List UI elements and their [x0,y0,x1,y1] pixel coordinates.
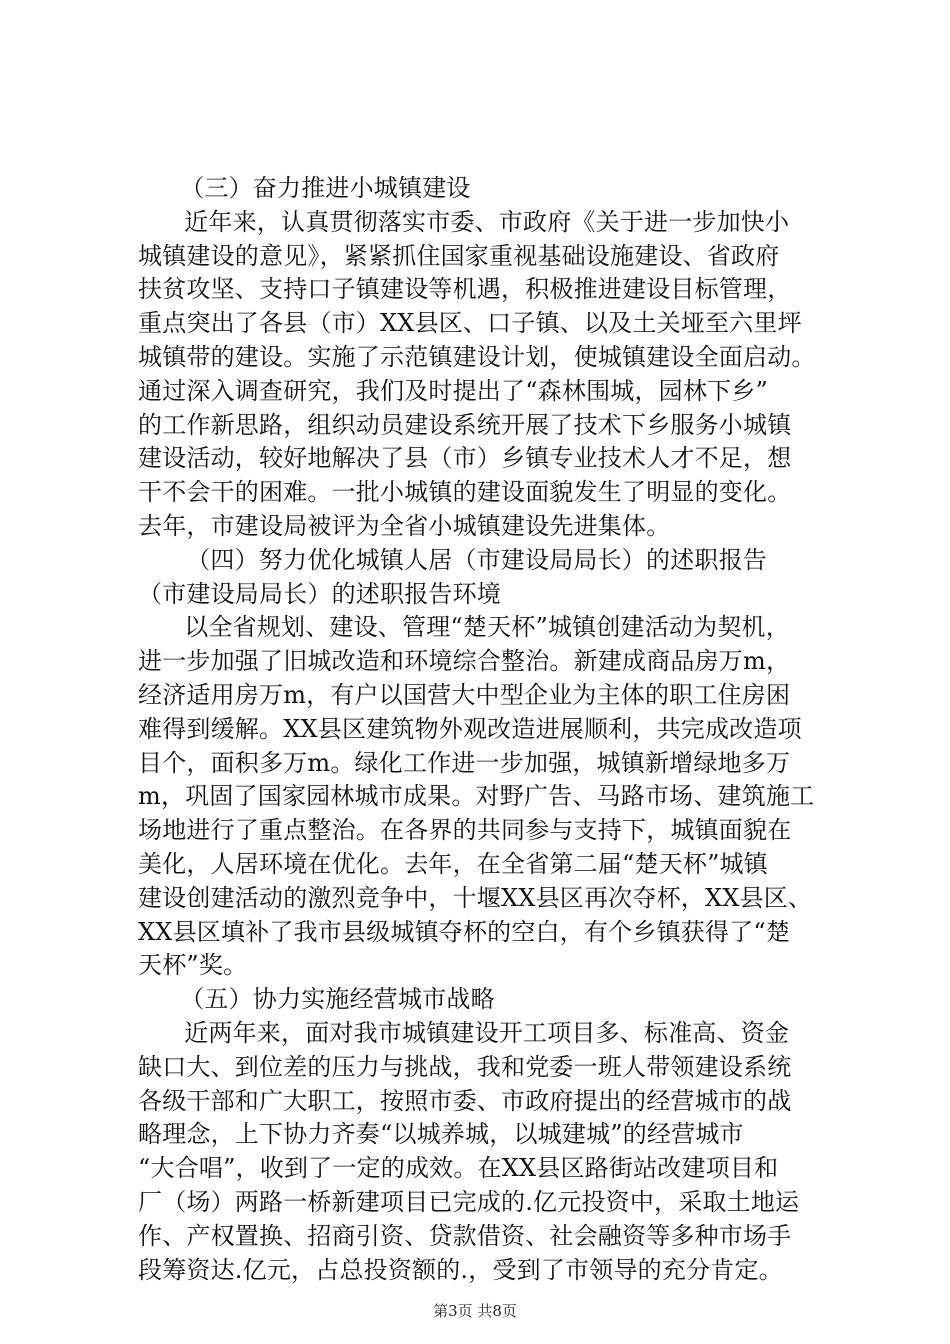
text-line: 近两年来，面对我市城镇建设开工项目多、标准高、资金 [160,1018,790,1047]
text-line: 以全省规划、建设、管理“楚天杯”城镇创建活动为契机， [160,613,790,642]
text-line: XX县区填补了我市县级城镇夺杯的空白，有个乡镇获得了“楚 [138,917,791,946]
text-line: 场地进行了重点整治。在各界的共同参与支持下，城镇面貌在 [138,816,792,845]
text-line: 城镇带的建设。实施了示范镇建设计划，使城镇建设全面启动。 [138,342,816,371]
text-line: “大合唱”，收到了一定的成效。在XX县区路街站改建项目和 [138,1154,779,1183]
text-line: （三）奋力推进小城镇建设 [168,174,471,202]
text-line: 干不会干的困难。一批小城镇的建设面貌发生了明显的变化。 [138,478,792,507]
text-line: 经济适用房万m，有户以国营大中型企业为主体的职工住房困 [138,680,791,709]
text-line: 建设创建活动的激烈竞争中，十堰XX县区再次夺杯，XX县区、 [138,883,813,912]
text-line: 城镇建设的意见》，紧紧抓住国家重视基础设施建设、省政府 [138,241,780,270]
text-line: 难得到缓解。XX县区建筑物外观改造进展顺利，共完成改造项 [138,714,802,743]
text-line: m，巩固了国家园林城市成果。对野广告、马路市场、建筑施工 [138,782,815,811]
text-line: 厂（场）两路一桥新建项目已完成的.亿元投资中，采取土地运 [138,1187,800,1216]
text-line: 重点突出了各县（市）XX县区、口子镇、以及土关垭至六里坪 [138,309,802,338]
text-line: 去年，市建设局被评为全省小城镇建设先进集体。 [138,511,671,540]
text-line: 作、产权置换、招商引资、贷款借资、社会融资等多种市场手 [138,1221,792,1250]
text-line: 缺口大、到位差的压力与挑战，我和党委一班人带领建设系统 [138,1052,792,1081]
text-line: 通过深入调查研究，我们及时提出了“森林围城，园林下乡” [138,376,768,405]
text-line: 目个，面积多万m。绿化工作进一步加强，城镇新增绿地多万 [138,748,791,777]
text-line: 各级干部和广大职工，按照市委、市政府提出的经营城市的战 [138,1086,792,1115]
text-line: （市建设局局长）的述职报告环境 [138,579,501,608]
text-line: （四）努力优化城镇人居（市建设局局长）的述职报告 [174,545,767,574]
page-footer: 第3页 共8页 [433,1302,517,1320]
text-line: 美化，人居环境在优化。去年，在全省第二届“楚天杯”城镇 [138,849,768,878]
text-line: 段筹资达.亿元，占总投资额的.，受到了市领导的充分肯定。 [138,1255,783,1284]
text-line: 扶贫攻坚、支持口子镇建设等机遇，积极推进建设目标管理， [138,275,792,304]
text-line: 的工作新思路，组织动员建设系统开展了技术下乡服务小城镇 [138,410,792,439]
text-line: 进一步加强了旧城改造和环境综合整治。新建成商品房万m， [138,647,791,676]
text-line: 建设活动，较好地解决了县（市）乡镇专业技术人才不足，想 [138,444,792,473]
text-line: （五）协力实施经营城市战略 [168,985,495,1014]
text-line: 略理念，上下协力齐奏“以城养城，以城建城”的经营城市 [138,1120,744,1149]
text-line: 天杯”奖。 [138,951,248,980]
document-body [138,172,838,1287]
text-line: 近年来，认真贯彻落实市委、市政府《关于进一步加快小 [160,207,790,236]
